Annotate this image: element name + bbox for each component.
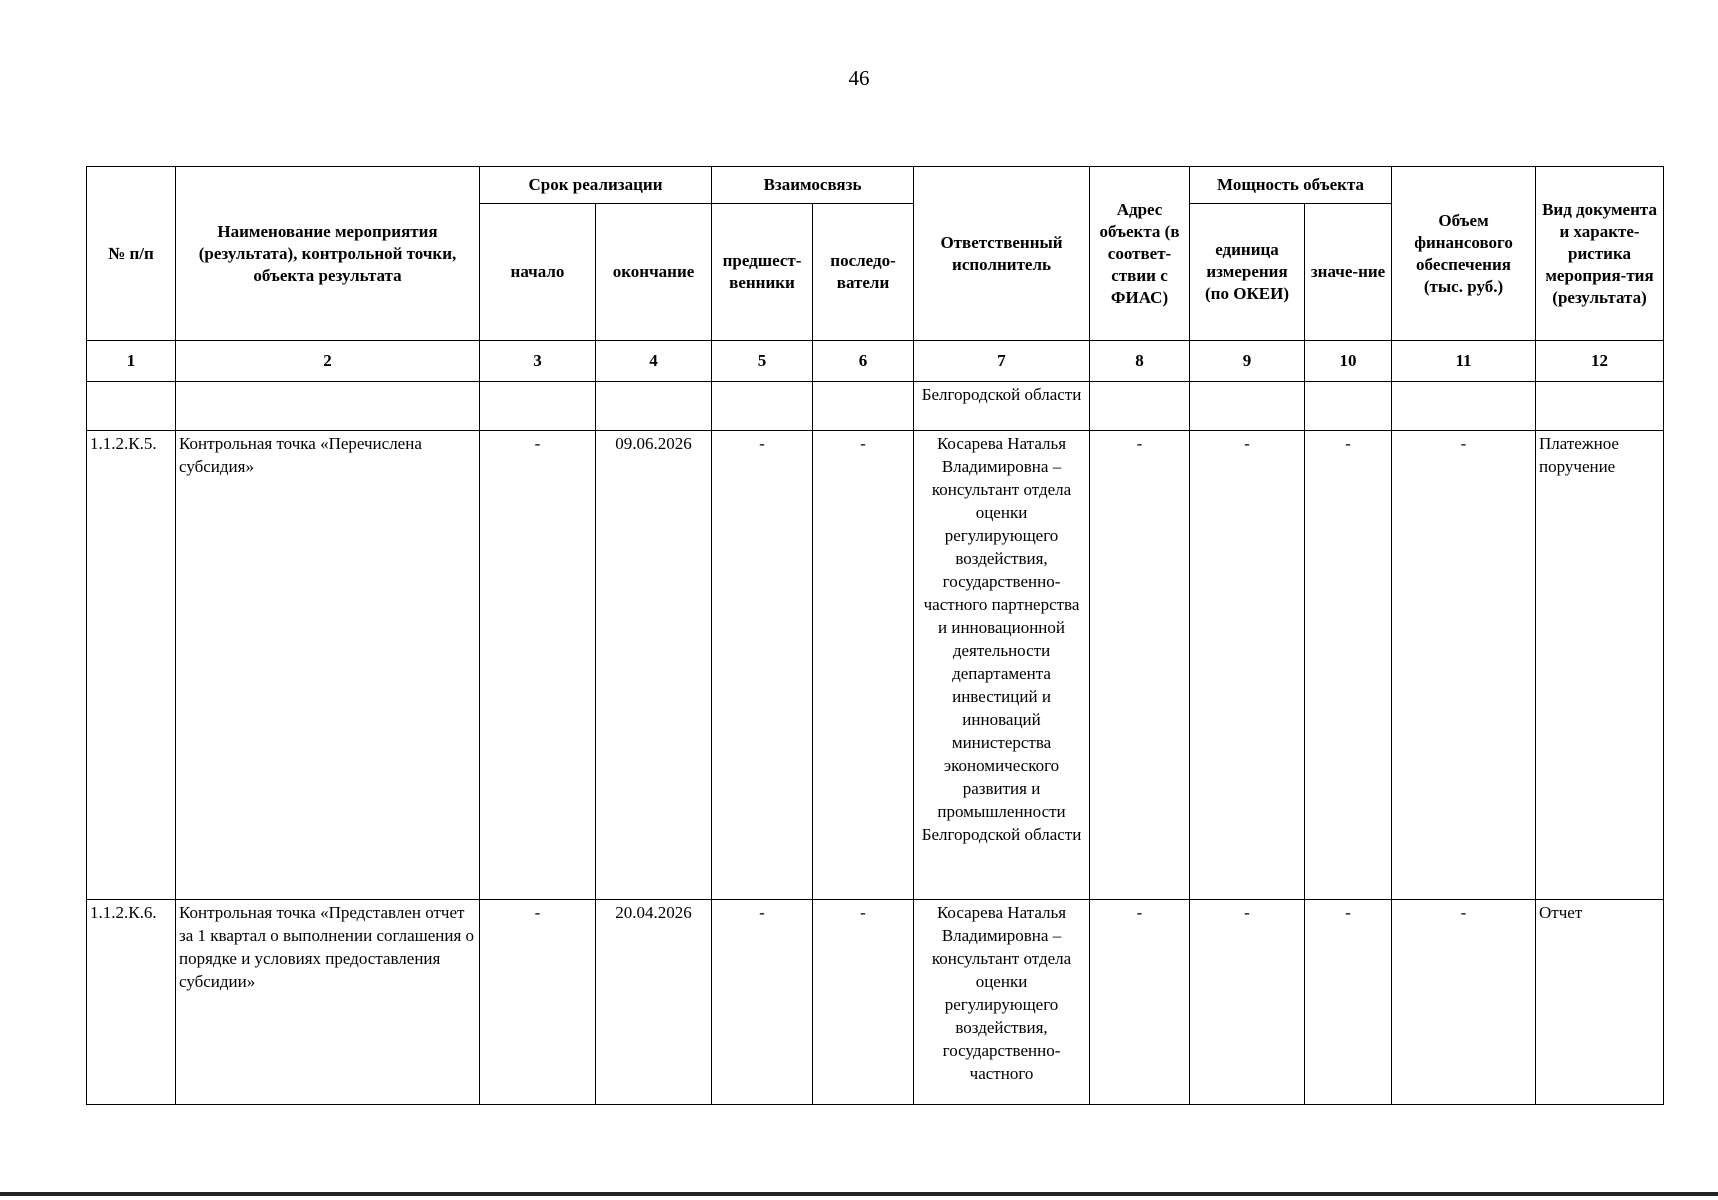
header-capacity-group: Мощность объекта bbox=[1190, 167, 1392, 204]
cell-unit bbox=[1190, 382, 1305, 431]
column-number: 8 bbox=[1090, 341, 1190, 382]
cell-name: Контрольная точка «Представлен отчет за 1 квартал о выполнении соглашения о порядке и условиях предоставления субсидии» bbox=[176, 900, 480, 1105]
cell-value: - bbox=[1305, 431, 1392, 900]
header-name: Наименование мероприятия (результата), контрольной точки, объекта результата bbox=[176, 167, 480, 341]
header-document: Вид документа и характе-ристика мероприя-тия (результата) bbox=[1536, 167, 1664, 341]
cell-number bbox=[87, 382, 176, 431]
cell-start: - bbox=[480, 900, 596, 1105]
column-number: 7 bbox=[914, 341, 1090, 382]
table-row bbox=[87, 431, 1664, 900]
header-term-group: Срок реализации bbox=[480, 167, 712, 204]
cell-number: 1.1.2.К.5. bbox=[87, 431, 176, 900]
cell-address: - bbox=[1090, 900, 1190, 1105]
table-row bbox=[87, 900, 1664, 1105]
cell-document: Платежное поручение bbox=[1536, 431, 1664, 900]
header-row-top bbox=[87, 167, 1664, 204]
cell-predecessors: - bbox=[712, 431, 813, 900]
header-predecessors: предшест-венники bbox=[712, 204, 813, 341]
header-responsible: Ответственный исполнитель bbox=[914, 167, 1090, 341]
events-table bbox=[86, 166, 1664, 1105]
cell-document: Отчет bbox=[1536, 900, 1664, 1105]
cell-unit: - bbox=[1190, 431, 1305, 900]
cell-end bbox=[596, 382, 712, 431]
column-number-row bbox=[87, 341, 1664, 382]
cell-predecessors bbox=[712, 382, 813, 431]
cell-successors: - bbox=[813, 431, 914, 900]
column-number: 4 bbox=[596, 341, 712, 382]
cell-name bbox=[176, 382, 480, 431]
cell-responsible: Косарева Наталья Владимировна – консультант отдела оценки регулирующего воздействия, государственно-частного партнерства и инновационной деятельности департамента инвестиций и инноваций министерства экономического развития и промышленности Белгородской области bbox=[914, 431, 1090, 900]
column-number: 2 bbox=[176, 341, 480, 382]
cell-value bbox=[1305, 382, 1392, 431]
column-number: 9 bbox=[1190, 341, 1305, 382]
table-row-continuation bbox=[87, 382, 1664, 431]
cell-responsible: Белгородской области bbox=[914, 382, 1090, 431]
cell-successors bbox=[813, 382, 914, 431]
header-finance: Объем финансового обеспечения (тыс. руб.) bbox=[1392, 167, 1536, 341]
cell-finance bbox=[1392, 382, 1536, 431]
header-end: окончание bbox=[596, 204, 712, 341]
header-number: № п/п bbox=[87, 167, 176, 341]
column-number: 5 bbox=[712, 341, 813, 382]
cell-finance: - bbox=[1392, 900, 1536, 1105]
column-number: 11 bbox=[1392, 341, 1536, 382]
page-number: 46 bbox=[848, 66, 870, 90]
scan-bottom-edge bbox=[0, 1192, 1718, 1196]
column-number: 6 bbox=[813, 341, 914, 382]
header-relation-group: Взаимосвязь bbox=[712, 167, 914, 204]
cell-start bbox=[480, 382, 596, 431]
cell-number: 1.1.2.К.6. bbox=[87, 900, 176, 1105]
cell-end: 09.06.2026 bbox=[596, 431, 712, 900]
column-number: 12 bbox=[1536, 341, 1664, 382]
column-number: 3 bbox=[480, 341, 596, 382]
cell-address: - bbox=[1090, 431, 1190, 900]
cell-name: Контрольная точка «Перечислена субсидия» bbox=[176, 431, 480, 900]
header-unit: единица измерения (по ОКЕИ) bbox=[1190, 204, 1305, 341]
cell-finance: - bbox=[1392, 431, 1536, 900]
cell-responsible: Косарева Наталья Владимировна – консультант отдела оценки регулирующего воздействия, государственно-частного bbox=[914, 900, 1090, 1105]
cell-address bbox=[1090, 382, 1190, 431]
cell-predecessors: - bbox=[712, 900, 813, 1105]
column-number: 1 bbox=[87, 341, 176, 382]
header-start: начало bbox=[480, 204, 596, 341]
cell-value: - bbox=[1305, 900, 1392, 1105]
column-number: 10 bbox=[1305, 341, 1392, 382]
header-address: Адрес объекта (в соответ-ствии с ФИАС) bbox=[1090, 167, 1190, 341]
cell-start: - bbox=[480, 431, 596, 900]
cell-end: 20.04.2026 bbox=[596, 900, 712, 1105]
header-successors: последо-ватели bbox=[813, 204, 914, 341]
header-value: значе-ние bbox=[1305, 204, 1392, 341]
cell-document bbox=[1536, 382, 1664, 431]
cell-successors: - bbox=[813, 900, 914, 1105]
cell-unit: - bbox=[1190, 900, 1305, 1105]
